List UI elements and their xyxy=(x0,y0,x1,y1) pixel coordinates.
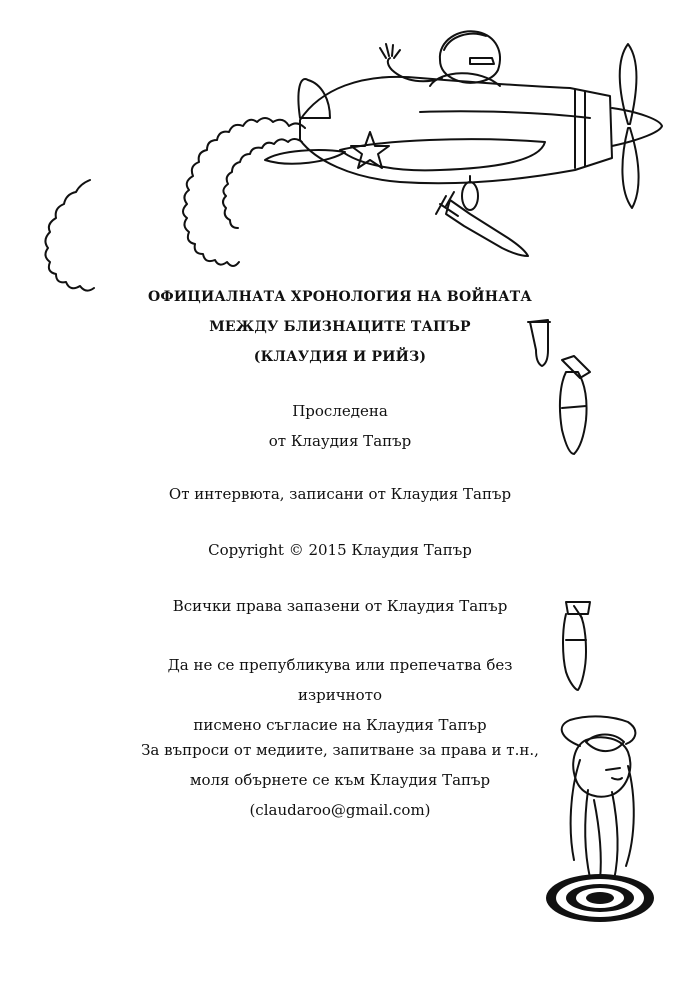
title-line-2: МЕЖДУ БЛИЗНАЦИТЕ ТАПЪР xyxy=(209,319,471,335)
reprint-line-1: Да не се препубликува или препечатва без изричното xyxy=(167,656,513,704)
bomb-drawing-large xyxy=(560,356,590,454)
title-line-1: ОФИЦИАЛНАТА ХРОНОЛОГИЯ НА ВОЙНАТА xyxy=(147,289,533,305)
contact-email: (claudaroo@gmail.com) xyxy=(249,801,431,819)
smoke-trail-outer xyxy=(45,180,94,291)
bomb-drawing-small xyxy=(563,602,590,690)
copyright-notice: Copyright © 2015 Клаудия Тапър xyxy=(208,541,472,559)
title-line-3: (КЛАУДИЯ И РИЙЗ) xyxy=(253,349,427,365)
media-contact xyxy=(130,735,550,825)
book-title xyxy=(130,282,550,372)
media-line-2: моля обърнете се към Клаудия Тапър xyxy=(189,771,491,789)
credit-line-2: от Клаудия Тапър xyxy=(268,432,412,450)
reprint-line-2: писмено съгласие на Клаудия Тапър xyxy=(193,716,487,734)
target-drawing xyxy=(546,874,654,922)
author-credit xyxy=(130,396,550,456)
media-line-1: За въпроси от медиите, запитване за права и т.н., xyxy=(141,741,539,759)
credit-line-1: Проследена xyxy=(292,402,388,420)
reprint-notice xyxy=(130,650,550,740)
rights-notice: Всички права запазени от Клаудия Тапър xyxy=(172,597,508,615)
interviews-note: От интервюта, записани от Клаудия Тапър xyxy=(168,485,512,503)
airplane-with-pilot-drawing xyxy=(265,31,662,256)
